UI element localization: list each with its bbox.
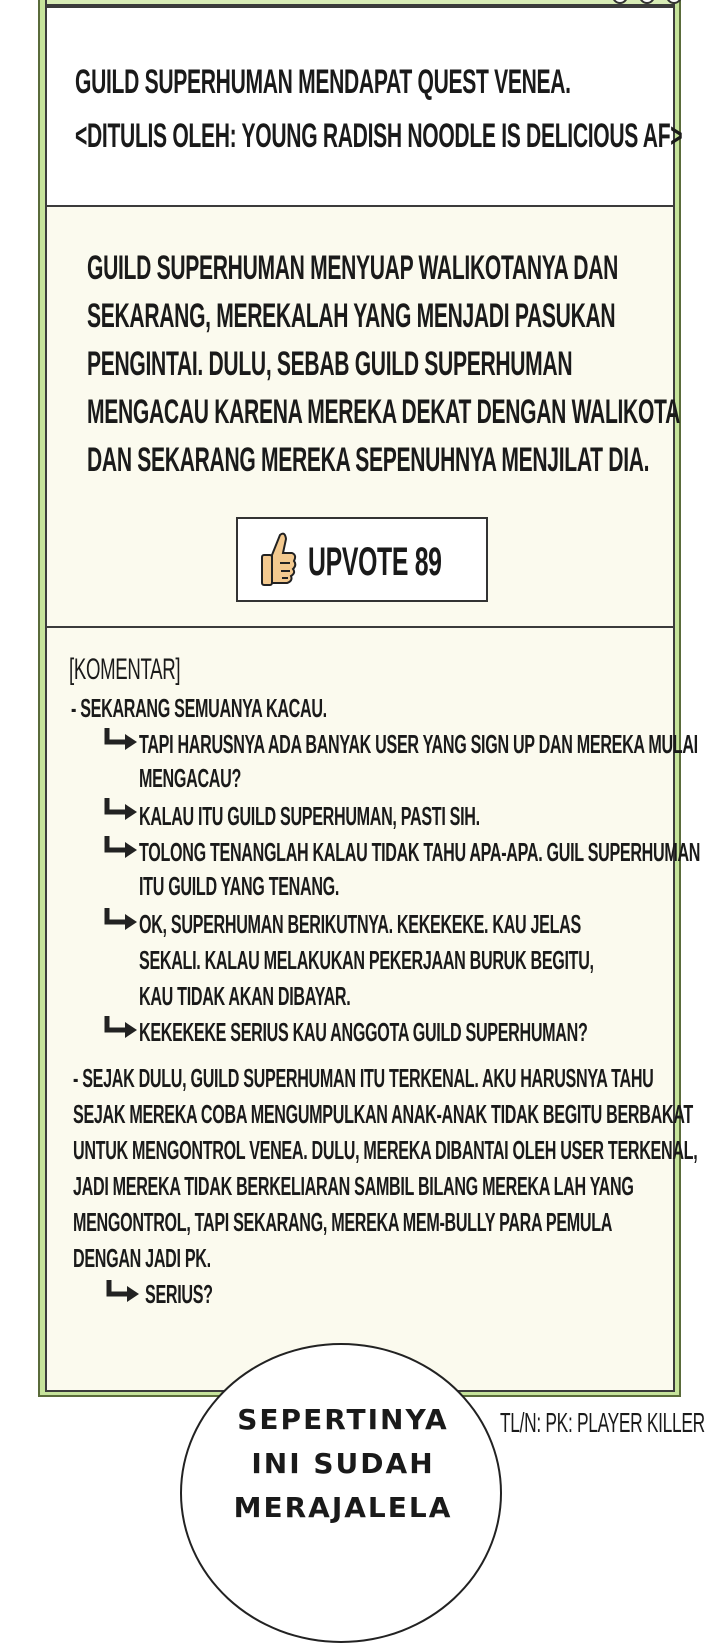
comments-header: [KOMENTAR]: [69, 653, 181, 686]
reply-arrow-icon: [103, 1014, 139, 1040]
panel-top-strip: [45, 0, 675, 6]
comment-text: UNTUK MENGONTROL VENEA. DULU, MEREKA DIBANTAI OLEH USER TERKENAL,: [73, 1135, 698, 1165]
comment-text: - SEKARANG SEMUANYA KACAU.: [71, 693, 327, 723]
reply-text: KALAU ITU GUILD SUPERHUMAN, PASTI SIH.: [139, 801, 480, 831]
reply-text: KAU TIDAK AKAN DIBAYAR.: [139, 981, 351, 1011]
reply-arrow-icon: [103, 796, 139, 822]
post-title: GUILD SUPERHUMAN MENDAPAT QUEST VENEA.: [75, 63, 571, 101]
reply-text: SEKALI. KALAU MELAKUKAN PEKERJAAN BURUK BEGITU,: [139, 945, 594, 975]
bubble-line: SEPERTINYA: [237, 1403, 449, 1436]
reply-text: MENGACAU?: [139, 763, 241, 793]
comment-text: JADI MEREKA TIDAK BERKELIARAN SAMBIL BILANG MEREKA LAH YANG: [73, 1171, 634, 1201]
window-dot-icon: [612, 0, 628, 4]
post-line: GUILD SUPERHUMAN MENYUAP WALIKOTANYA DAN: [87, 249, 619, 287]
reply-text: SERIUS?: [145, 1279, 213, 1309]
comment-text: DENGAN JADI PK.: [73, 1243, 211, 1273]
comments-section: [47, 628, 701, 1388]
bubble-line: MERAJALELA: [233, 1491, 453, 1524]
upvote-label: UPVOTE 89: [308, 540, 442, 584]
post-title-box: [47, 8, 683, 207]
reply-text: ITU GUILD YANG TENANG.: [139, 871, 340, 901]
thumbs-up-icon: [258, 529, 298, 591]
reply-text: OK, SUPERHUMAN BERIKUTNYA. KEKEKEKE. KAU JELAS: [139, 909, 581, 939]
post-line: PENGINTAI. DULU, SEBAB GUILD SUPERHUMAN: [87, 345, 573, 383]
upvote-button[interactable]: [236, 517, 488, 602]
post-author: <DITULIS OLEH: YOUNG RADISH NOODLE IS DELICIOUS AF>: [75, 117, 683, 155]
reply-arrow-icon: [103, 726, 139, 752]
reply-arrow-icon: [105, 1278, 141, 1304]
comment-text: MENGONTROL, TAPI SEKARANG, MEREKA MEM-BULLY PARA PEMULA: [73, 1207, 613, 1237]
window-dot-icon: [639, 0, 655, 4]
comment-text: - SEJAK DULU, GUILD SUPERHUMAN ITU TERKENAL. AKU HARUSNYA TAHU: [73, 1063, 654, 1093]
translator-note: TL/N: PK: PLAYER KILLER: [500, 1407, 705, 1438]
reply-text: TOLONG TENANGLAH KALAU TIDAK TAHU APA-APA. GUIL SUPERHUMAN: [139, 837, 701, 867]
reply-arrow-icon: [103, 906, 139, 932]
post-line: MENGACAU KARENA MEREKA DEKAT DENGAN WALIKOTA: [87, 393, 680, 431]
post-line: SEKARANG, MEREKALAH YANG MENJADI PASUKAN: [87, 297, 616, 335]
reply-text: KEKEKEKE SERIUS KAU ANGGOTA GUILD SUPERHUMAN?: [139, 1017, 588, 1047]
bubble-line: INI SUDAH: [251, 1447, 435, 1480]
comment-text: SEJAK MEREKA COBA MENGUMPULKAN ANAK-ANAK TIDAK BEGITU BERBAKAT: [73, 1099, 693, 1129]
reply-arrow-icon: [103, 834, 139, 860]
reply-text: TAPI HARUSNYA ADA BANYAK USER YANG SIGN UP DAN MEREKA MULAI: [139, 729, 698, 759]
speech-bubble: [180, 1343, 502, 1643]
post-line: DAN SEKARANG MEREKA SEPENUHNYA MENJILAT DIA.: [87, 441, 650, 479]
